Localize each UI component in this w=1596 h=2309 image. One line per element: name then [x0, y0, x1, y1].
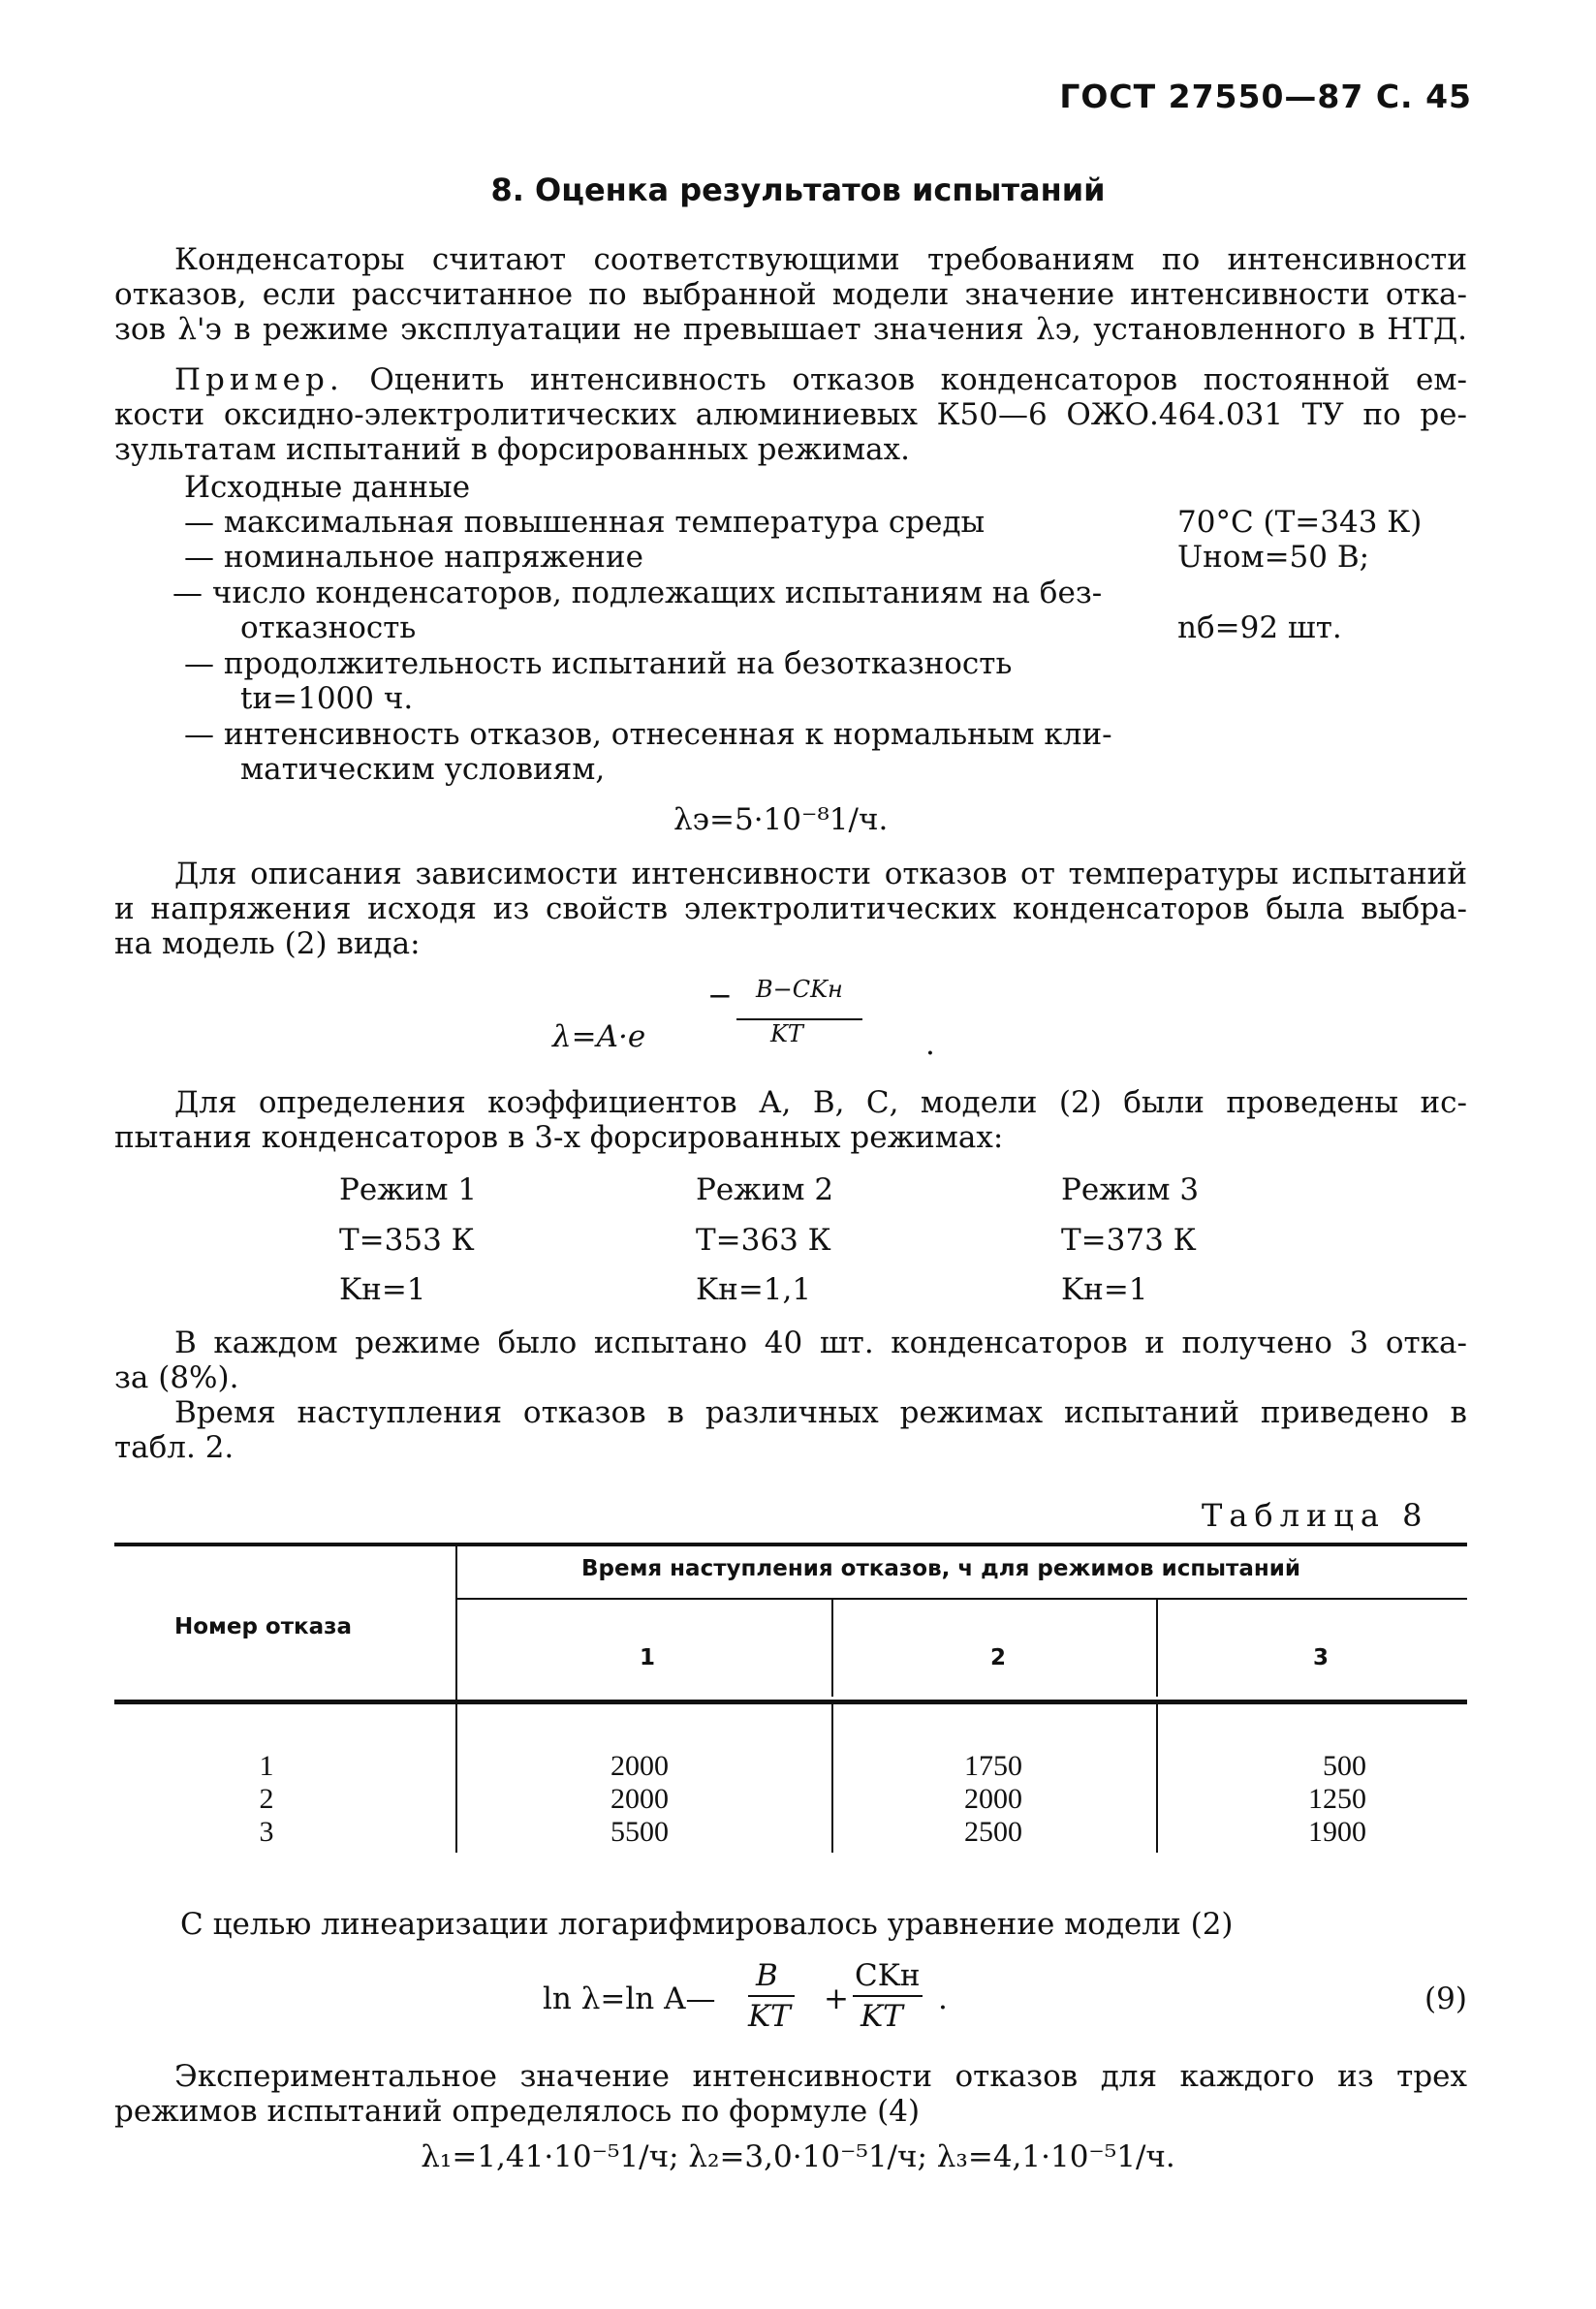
table-cell: 2 [259, 1783, 274, 1815]
paragraph-criteria [114, 242, 1467, 347]
formula-lhs: λ=A·e [552, 1019, 646, 1054]
mode-2-name: Режим 2 [696, 1172, 834, 1207]
formula9-end: . [938, 1981, 948, 2016]
text-line [114, 362, 1467, 397]
section-title: 8. Оценка результатов испытаний [490, 172, 1106, 208]
formula-model [552, 974, 959, 1090]
text-line: кости оксидно-электролитических алюминиевых К50—6 ОЖО.464.031 ТУ по ре- [114, 397, 1467, 432]
paragraph-tested [114, 1326, 1467, 1395]
table-col-mode-3: 3 [1313, 1645, 1330, 1670]
count-value: nб=92 шт. [1177, 610, 1342, 645]
paragraph-example [114, 362, 1467, 467]
table-cell: 2500 [964, 1816, 1022, 1848]
table-vline [1156, 1600, 1158, 1697]
formula9-number: (9) [1424, 1981, 1467, 2016]
paragraph-experimental [114, 2059, 1467, 2129]
formula9-frac2-num: CKн [855, 1958, 921, 1993]
initial-data-label: Исходные данные [184, 470, 471, 505]
text-line: за (8%). [114, 1360, 239, 1395]
paragraph-time [114, 1395, 1467, 1465]
text-line: и напряжения исходя из свойств электролитических конденсаторов была выбра- [114, 891, 1467, 926]
table-col-mode-1: 1 [640, 1645, 656, 1670]
example-label: Пример. [174, 362, 344, 397]
table-vline [831, 1704, 833, 1853]
table-cell: 3 [259, 1816, 274, 1848]
text-line: Конденсаторы считают соответствующими требованиям по интенсивности [174, 242, 1467, 277]
table-caption: Таблица 8 [1202, 1497, 1429, 1534]
text-line: Для описания зависимости интенсивности отказов от температуры испытаний [174, 857, 1467, 891]
formula9-frac1-den: KT [748, 1999, 791, 2034]
formula-end: . [925, 1027, 935, 1062]
rate-label-cont: матическим условиям, [240, 752, 606, 787]
paragraph-model [114, 857, 1467, 961]
formula9-frac1-num: B [756, 1958, 778, 1993]
table-col-number: Номер отказа [174, 1614, 353, 1639]
mode-3-k: Kн=1 [1061, 1272, 1148, 1307]
table-group-rule [457, 1598, 1467, 1600]
rate-value: λэ=5·10⁻⁸1/ч. [673, 802, 889, 837]
mode-3-temp: T=373 К [1061, 1223, 1197, 1258]
table-col-mode-1-values [591, 1750, 688, 1849]
duration-label: — продолжительность испытаний на безотказность [184, 646, 1013, 681]
formula-9 [543, 1952, 1008, 2049]
count-label-cont: отказность [240, 610, 417, 645]
formula9-plus: + [824, 1981, 849, 2016]
text-line: Экспериментальное значение интенсивности отказов для каждого из трех [174, 2059, 1467, 2094]
table-cell: 1 [259, 1750, 274, 1782]
table-cell: 500 [1323, 1750, 1366, 1782]
duration-value: tи=1000 ч. [240, 681, 414, 716]
mode-3-name: Режим 3 [1061, 1172, 1200, 1207]
page-header: ГОСТ 27550—87 С. 45 [1059, 78, 1472, 115]
table-col-mode-3-values [1269, 1750, 1366, 1849]
text-line: режимов испытаний определялось по формуле (4) [114, 2094, 921, 2129]
text-line: В каждом режиме было испытано 40 шт. конденсаторов и получено 3 отка- [174, 1326, 1467, 1360]
text-line: зультатам испытаний в форсированных режимах. [114, 432, 910, 467]
mode-1-k: Kн=1 [339, 1272, 426, 1307]
table-vline [1156, 1704, 1158, 1853]
fraction-bar [748, 1995, 795, 1997]
text-line: табл. 2. [114, 1430, 235, 1465]
text-line: Для определения коэффициентов А, В, С, модели (2) были проведены ис- [174, 1085, 1467, 1120]
table-header-rule [114, 1700, 1467, 1704]
count-label: — число конденсаторов, подлежащих испытаниям на без- [172, 576, 1103, 610]
text-line: зов λ'э в режиме эксплуатации не превышает значения λэ, установленного в НТД. [114, 312, 1467, 347]
text-line: на модель (2) вида: [114, 926, 421, 961]
text-line: отказов, если рассчитанное по выбранной модели значение интенсивности отка- [114, 277, 1467, 312]
table-col-mode-2-values [945, 1750, 1042, 1849]
table-col-number-values [247, 1750, 286, 1849]
table-cell: 1750 [964, 1750, 1022, 1782]
table-col-group: Время наступления отказов, ч для режимов испытаний [581, 1556, 1301, 1581]
formula-numerator: B−CKн [756, 976, 843, 1003]
table-cell: 1900 [1308, 1816, 1366, 1848]
table-cell: 2000 [964, 1783, 1022, 1815]
paragraph-linearization: С целью линеаризации логарифмировалось уравнение модели (2) [180, 1907, 1234, 1942]
final-values: λ₁=1,41·10⁻⁵1/ч; λ₂=3,0·10⁻⁵1/ч; λ₃=4,1·10⁻⁵1/ч. [421, 2139, 1175, 2174]
formula9-frac2-den: KT [861, 1999, 903, 2034]
example-text: Оценить интенсивность отказов конденсаторов постоянной ем- [369, 362, 1467, 397]
mode-1-temp: T=353 К [339, 1223, 475, 1258]
text-line: Время наступления отказов в различных режимах испытаний приведено в [174, 1395, 1467, 1430]
table-cell: 2000 [610, 1783, 669, 1815]
fraction-bar [853, 1995, 923, 1997]
rate-label: — интенсивность отказов, отнесенная к нормальным кли- [184, 717, 1112, 752]
nominal-voltage-value: Uном=50 В; [1177, 540, 1370, 575]
mode-1-name: Режим 1 [339, 1172, 478, 1207]
table-col-mode-2: 2 [990, 1645, 1007, 1670]
paragraph-coefficients [114, 1085, 1467, 1155]
max-temp-label: — максимальная повышенная температура среды [184, 505, 986, 540]
table-cell: 5500 [610, 1816, 669, 1848]
table-vline [831, 1600, 833, 1697]
table-cell: 2000 [610, 1750, 669, 1782]
text-line: пытания конденсаторов в 3-х форсированных режимах: [114, 1120, 1004, 1155]
formula-denominator: KT [770, 1020, 803, 1047]
max-temp-value: 70°С (T=343 К) [1177, 505, 1423, 540]
nominal-voltage-label: — номинальное напряжение [184, 540, 643, 575]
mode-2-k: Kн=1,1 [696, 1272, 812, 1307]
table-cell: 1250 [1308, 1783, 1366, 1815]
formula9-lhs: ln λ=ln A— [543, 1981, 716, 2016]
formula-minus: − [707, 979, 733, 1014]
table-top-rule [114, 1543, 1467, 1546]
mode-2-temp: T=363 К [696, 1223, 831, 1258]
